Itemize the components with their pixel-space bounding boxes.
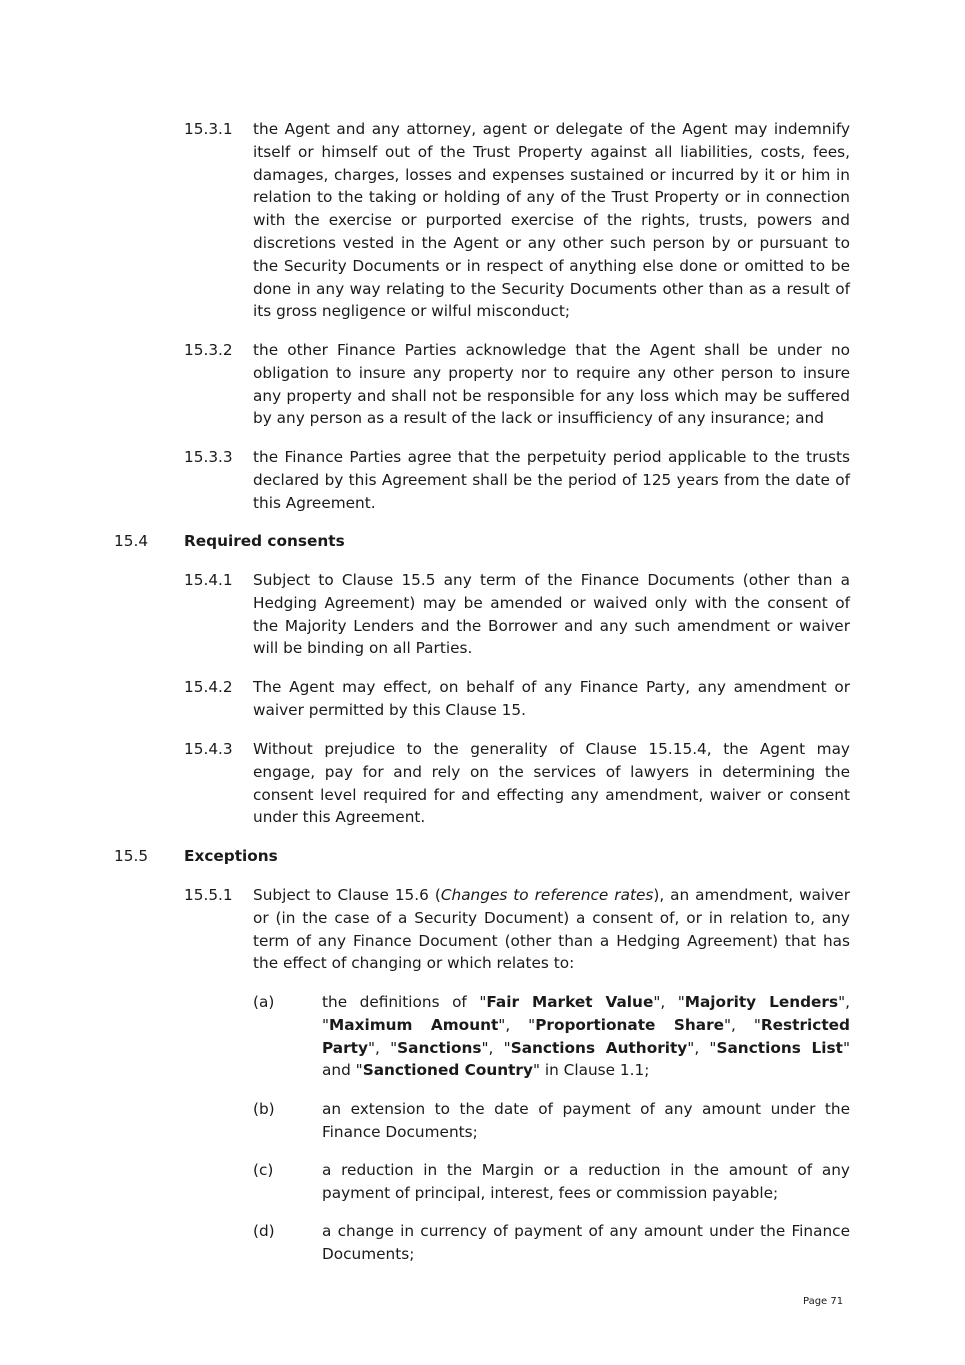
defined-term: Sanctions List xyxy=(716,1038,843,1057)
clause-text: Subject to Clause 15.5 any term of the Finance Documents (other than a Hedging Agreement) may be amended or waived only with the consent of the Majority Lenders and the Borrower and any such amendment or waiver will be binding on all Parties. xyxy=(253,571,850,658)
clause-number: 15.4.3 xyxy=(184,740,233,758)
section-title: Exceptions xyxy=(184,847,278,865)
text-segment: ", " xyxy=(724,1015,761,1034)
subclause-c xyxy=(253,1159,850,1205)
clause-15-3-1 xyxy=(184,118,850,323)
subclause-a xyxy=(253,991,850,1082)
clause-number: 15.5.1 xyxy=(184,886,233,904)
section-number: 15.4 xyxy=(114,532,149,550)
clause-number: 15.3.3 xyxy=(184,448,233,466)
subclause-label: (a) xyxy=(253,993,275,1011)
defined-term: Majority Lenders xyxy=(684,993,839,1011)
clause-15-4-3 xyxy=(184,738,850,829)
text-segment: ", " xyxy=(653,993,685,1011)
defined-term: Fair Market Value xyxy=(486,993,654,1011)
text-segment: ", " xyxy=(322,993,850,1034)
defined-term: Restricted Party xyxy=(322,1015,850,1057)
text-segment: the definitions of " xyxy=(322,993,487,1011)
subclause-text: a change in currency of payment of any amount under the Finance Documents; xyxy=(322,1222,850,1263)
defined-term: Sanctions Authority xyxy=(510,1038,688,1057)
text-segment: ", " xyxy=(687,1038,717,1057)
text-segment: ), an amendment, waiver or (in the case of a Security Document) a consent of, or in relation to, any term of any Finance Document (other than a Hedging Agreement) that has the effect of changing or which relates to: xyxy=(253,886,850,973)
subclause-label: (b) xyxy=(253,1100,275,1118)
text-segment: ", " xyxy=(481,1038,511,1057)
clause-number: 15.4.1 xyxy=(184,571,233,589)
clause-text: The Agent may effect, on behalf of any Finance Party, any amendment or waiver permitted by this Clause 15. xyxy=(253,678,850,719)
subclause-label: (d) xyxy=(253,1222,275,1240)
subclause-d xyxy=(253,1220,850,1266)
defined-term: Maximum Amount xyxy=(329,1015,499,1034)
clause-number: 15.4.2 xyxy=(184,678,233,696)
subclause-text: an extension to the date of payment of any amount under the Finance Documents; xyxy=(322,1100,850,1141)
text-segment: " in Clause 1.1; xyxy=(532,1061,650,1080)
clause-text xyxy=(253,884,850,975)
clause-15-5-1 xyxy=(184,884,850,975)
text-segment: ", " xyxy=(498,1015,536,1034)
clause-15-3-2 xyxy=(184,339,850,430)
clause-text: the Finance Parties agree that the perpetuity period applicable to the trusts declared by this Agreement shall be the period of 125 years from the date of this Agreement. xyxy=(253,448,850,512)
clause-number: 15.3.1 xyxy=(184,120,233,138)
subclause-label: (c) xyxy=(253,1161,274,1179)
defined-term: Sanctions xyxy=(397,1038,482,1057)
clause-text: Without prejudice to the generality of Clause 15.15.4, the Agent may engage, pay for and rely on the services of lawyers in determining the consent level required for and effecting any amendment, waiver or consent under this Agreement. xyxy=(253,740,850,827)
page-number: Page 71 xyxy=(803,1296,844,1307)
clause-15-4-2 xyxy=(184,676,850,722)
defined-term: Proportionate Share xyxy=(535,1015,724,1034)
text-segment: Subject to Clause 15.6 ( xyxy=(253,886,441,904)
subclause-b xyxy=(253,1098,850,1144)
defined-term: Sanctioned Country xyxy=(362,1061,533,1080)
section-number: 15.5 xyxy=(114,847,149,865)
cross-reference-title: Changes to reference rates xyxy=(440,886,654,904)
clause-text: the Agent and any attorney, agent or delegate of the Agent may indemnify itself or himself out of the Trust Property against all liabilities, costs, fees, damages, charges, losses and expenses sustained or incurred by it or him in relation to the taking or holding of any of the Trust Property or in connection with the exercise or purported exercise of the rights, trusts, powers and discretions vested in the Agent or any other such person by or pursuant to the Security Documents or in respect of anything else done or omitted to be done in any way relating to the Security Documents other than as a result of its gross negligence or wilful misconduct; xyxy=(253,120,850,321)
clause-15-4-1 xyxy=(184,569,850,660)
subclause-text: a reduction in the Margin or a reduction in the amount of any payment of principal, interest, fees or commission payable; xyxy=(322,1161,850,1202)
text-segment: " and " xyxy=(322,1038,850,1080)
text-segment: ", " xyxy=(367,1038,398,1057)
subclause-text xyxy=(322,991,850,1082)
clause-15-3-3 xyxy=(184,446,850,514)
clause-text: the other Finance Parties acknowledge that the Agent shall be under no obligation to insure any property nor to require any other person to insure any property and shall not be responsible for any loss which may be suffered by any person as a result of the lack or insufficiency of any insurance; and xyxy=(253,341,850,428)
clause-number: 15.3.2 xyxy=(184,341,233,359)
section-title: Required consents xyxy=(184,532,345,550)
